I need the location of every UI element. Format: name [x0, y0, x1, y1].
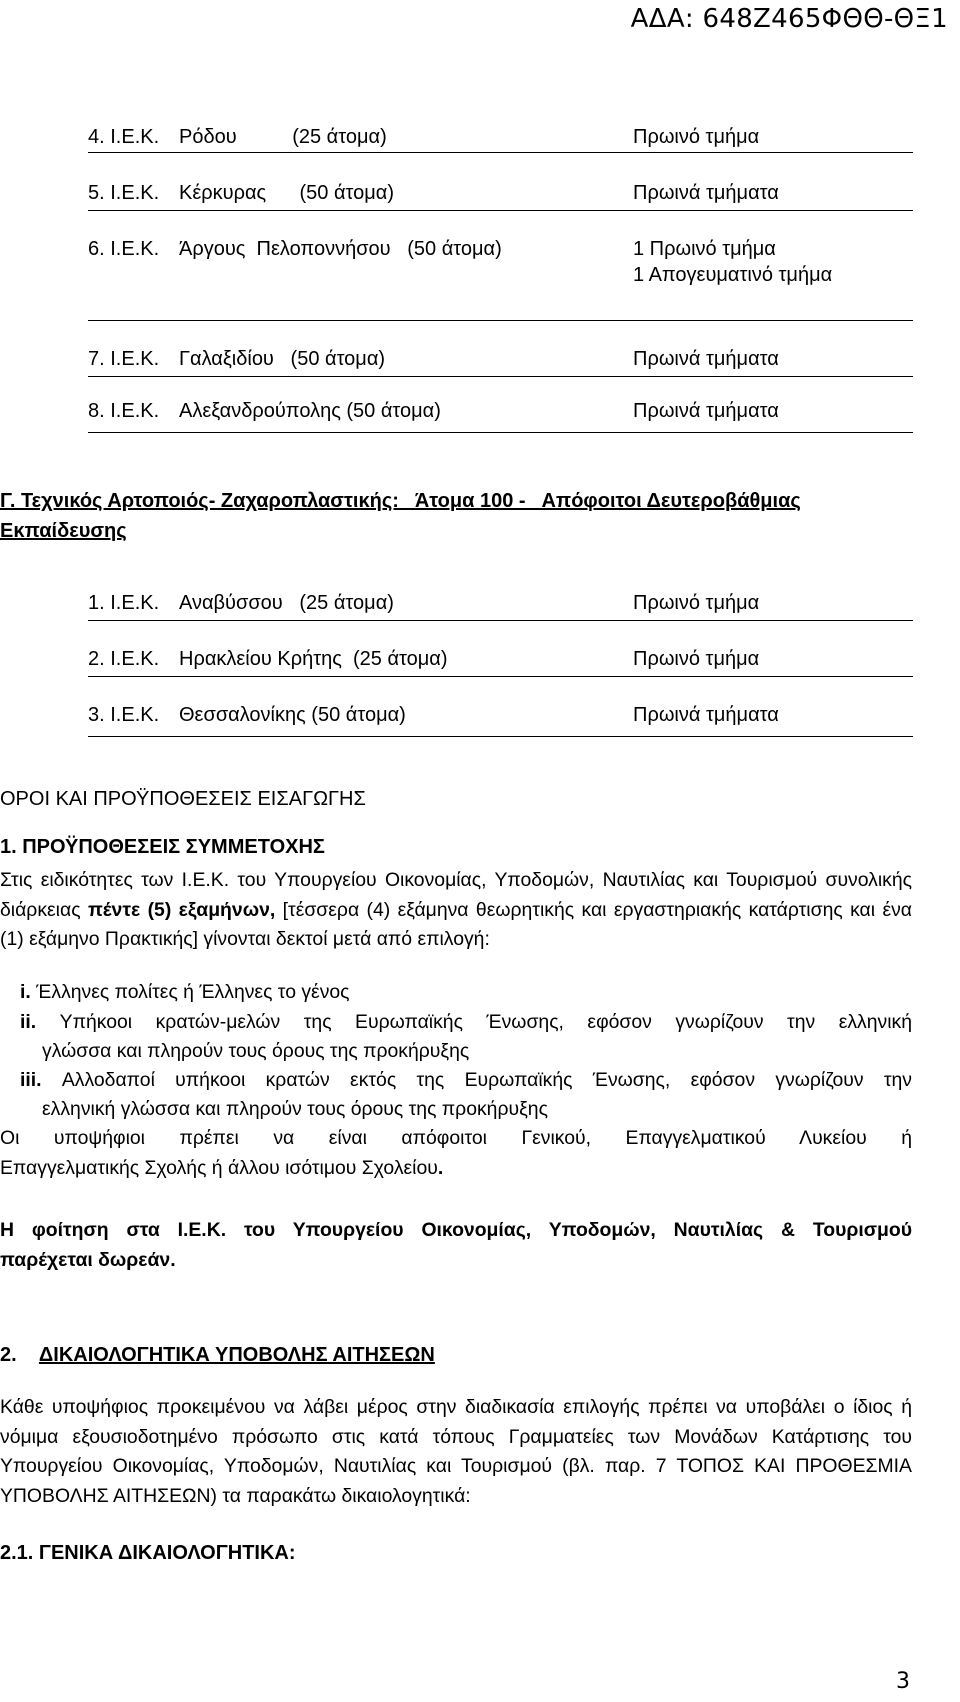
- list-item: [88, 124, 913, 153]
- section-heading-line1: Γ. Τεχνικός Αρτοποιός- Ζαχαροπλαστικής: Άτομα 100 - Απόφοιτοι Δευτεροβάθμιας: [0, 490, 801, 512]
- requirements-text-cont: [τέσσερα (4) εξάμηνα θεωρητικής και εργαστηριακής κατάρτισης και ένα (1) εξάμηνο Πρακτικής] γίνονται δεκτοί μετά από επιλογή:: [0, 898, 913, 950]
- list-item-text: Υπήκοοι κρατών-μελών της Ευρωπαϊκής Ένωσης, εφόσον γνωρίζουν την ελληνική: [36, 1011, 912, 1033]
- list-item: [88, 236, 913, 321]
- list-marker: i.: [20, 981, 31, 1003]
- iek-name: Θεσσαλονίκης (50 άτομα): [179, 704, 406, 726]
- iek-schedule: Πρωινό τμήμα: [633, 648, 760, 670]
- list-item: [88, 346, 913, 377]
- graduates-text: Επαγγελματικής Σχολής ή άλλου ισότιμου Σχολείου: [0, 1157, 438, 1179]
- free-tuition-line2: παρέχεται δωρεάν.: [0, 1249, 176, 1271]
- list-marker: iii.: [20, 1069, 42, 1091]
- iek-schedule: 1 Πρωινό τμήμα: [633, 238, 776, 260]
- iek-name: Αλεξανδρούπολης (50 άτομα): [179, 400, 441, 422]
- iek-name: Άργους Πελοποννήσου (50 άτομα): [179, 238, 502, 260]
- ada-header: ΑΔΑ: 648Ζ465ΦΘΘ-ΘΞ1: [630, 4, 948, 34]
- iek-schedule: Πρωινά τμήματα: [633, 400, 779, 422]
- iek-number: 8. Ι.Ε.Κ.: [88, 400, 160, 422]
- free-tuition-line1: Η φοίτηση στα Ι.Ε.Κ. του Υπουργείου Οικονομίας, Υποδομών, Ναυτιλίας & Τουρισμού: [0, 1219, 912, 1241]
- list-item-text-cont: ελληνική γλώσσα και πληρούν τους όρους της προκήρυξης: [42, 1098, 548, 1120]
- iek-number: 5. Ι.Ε.Κ.: [88, 182, 160, 204]
- iek-name: Ηρακλείου Κρήτης (25 άτομα): [179, 648, 448, 670]
- list-item: [20, 1008, 912, 1038]
- graduates-paragraph-line2: [0, 1154, 912, 1184]
- list-item-text-cont: γλώσσα και πληρούν τους όρους της προκήρυξης: [42, 1040, 470, 1062]
- iek-number: 7. Ι.Ε.Κ.: [88, 348, 160, 370]
- list-item: [88, 398, 913, 433]
- list-item: [20, 978, 912, 1008]
- iek-number: 3. Ι.Ε.Κ.: [88, 704, 160, 726]
- list-item: [88, 590, 913, 621]
- iek-number: 1. Ι.Ε.Κ.: [88, 592, 160, 614]
- iek-schedule: Πρωινά τμήματα: [633, 182, 779, 204]
- iek-name: Αναβύσσου (25 άτομα): [179, 592, 394, 614]
- requirements-heading: 1. ΠΡΟΫΠΟΘΕΣΕΙΣ ΣΥΜΜΕΤΟΧΗΣ: [0, 836, 325, 858]
- list-item-text: Αλλοδαποί υπήκοοι κρατών εκτός της Ευρωπαϊκής Ένωσης, εφόσον γνωρίζουν την: [41, 1069, 912, 1091]
- list-item: [88, 180, 913, 211]
- iek-schedule: Πρωινά τμήματα: [633, 704, 779, 726]
- iek-number: 2. Ι.Ε.Κ.: [88, 648, 160, 670]
- documents-heading-number: 2.: [0, 1344, 17, 1366]
- iek-name: Κέρκυρας (50 άτομα): [179, 182, 394, 204]
- iek-name: Ρόδου (25 άτομα): [179, 126, 387, 148]
- documents-heading: [0, 1340, 960, 1370]
- list-marker: ii.: [20, 1011, 37, 1033]
- list-item: [88, 702, 913, 737]
- list-item: [20, 1066, 912, 1096]
- terms-title: ΟΡΟΙ ΚΑΙ ΠΡΟΫΠΟΘΕΣΕΙΣ ΕΙΣΑΓΩΓΗΣ: [0, 788, 366, 810]
- graduates-period: .: [437, 1157, 444, 1179]
- requirements-duration: πέντε (5) εξαμήνων,: [87, 898, 276, 921]
- requirements-text: Στις ειδικότητες των Ι.Ε.Κ. του Υπουργείου Οικονομίας, Υποδομών, Ναυτιλίας και Τουρισμού συνολικής διάρκειας: [0, 869, 912, 921]
- documents-heading-title: ΔΙΚΑΙΟΛΟΓΗΤΙΚΑ ΥΠΟΒΟΛΗΣ ΑΙΤΗΣΕΩΝ: [38, 1344, 435, 1366]
- iek-name: Γαλαξιδίου (50 άτομα): [179, 348, 386, 370]
- documents-paragraph: Κάθε υποψήφιος προκειμένου να λάβει μέρος στην διαδικασία επιλογής πρέπει να υποβάλει ο ίδιος ή νόμιμα εξουσιοδοτημένο πρόσωπο στις κατά τόπους Γραμματείες των Μονάδων Κατάρτισης του Υπουργείου Οικονομίας, Υποδομών, Ναυτιλίας και Τουρισμού (βλ. παρ. 7 ΤΟΠΟΣ ΚΑΙ ΠΡΟΘΕΣΜΙΑ ΥΠΟΒΟΛΗΣ ΑΙΤΗΣΕΩΝ) τα παρακάτω δικαιολογητικά:: [0, 1396, 912, 1507]
- section-heading-line2: Εκπαίδευσης: [0, 520, 127, 542]
- list-item-text: Έλληνες πολίτες ή Έλληνες το γένος: [30, 981, 350, 1003]
- general-documents-heading: 2.1. ΓΕΝΙΚΑ ΔΙΚΑΙΟΛΟΓΗΤΙΚΑ:: [0, 1542, 296, 1564]
- list-item: [88, 646, 913, 677]
- graduates-paragraph-line1: Οι υποψήφιοι πρέπει να είναι απόφοιτοι Γενικού, Επαγγελματικού Λυκείου ή: [0, 1127, 912, 1149]
- page-number: 3: [896, 1669, 910, 1694]
- requirements-paragraph: [0, 866, 912, 955]
- iek-number: 6. Ι.Ε.Κ.: [88, 238, 160, 260]
- section-heading: [0, 486, 960, 546]
- iek-schedule: Πρωινό τμήμα: [633, 126, 760, 148]
- iek-number: 4. Ι.Ε.Κ.: [88, 126, 160, 148]
- iek-schedule: Πρωινά τμήματα: [633, 348, 779, 370]
- iek-schedule: Πρωινό τμήμα: [633, 592, 760, 614]
- iek-schedule-secondary: 1 Απογευματινό τμήμα: [633, 264, 833, 286]
